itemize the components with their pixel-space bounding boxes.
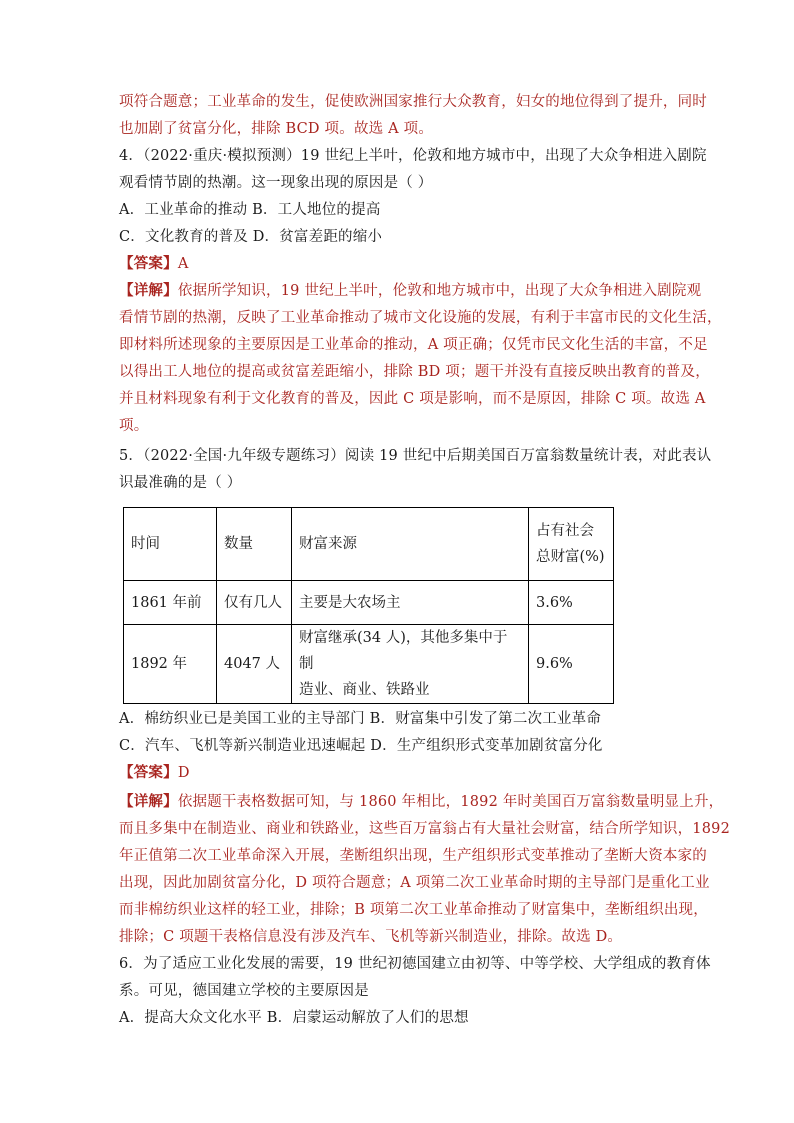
detail-text: 排除；C 项题干表格信息没有涉及汽车、飞机等新兴制造业，排除。故选 D。 — [119, 929, 623, 945]
question-6-options: A．提高大众文化水平 B．启蒙运动解放了人们的思想 — [119, 1010, 469, 1026]
table-header-row — [124, 508, 614, 581]
question-4-stem: 观看情节剧的热潮。这一现象出现的原因是（ ） — [119, 175, 433, 191]
question-4-stem: 4．（2022·重庆·模拟预测）19 世纪上半叶，伦敦和地方城市中，出现了大众争相进入剧院 — [119, 148, 707, 164]
question-4-options: C．文化教育的普及 D．贫富差距的缩小 — [119, 229, 383, 245]
detail-text: 看情节剧的热潮，反映了工业革命推动了城市文化设施的发展，有利于丰富市民的文化生活， — [119, 310, 722, 326]
detail-text: 以得出工人地位的提高或贫富差距缩小，排除 BD 项；题干并没有直接反映出教育的普及， — [119, 364, 710, 380]
table-cell: 1861 年前 — [124, 581, 217, 625]
table-header-cell — [529, 508, 614, 581]
table-header-cell: 数量 — [217, 508, 292, 581]
header-line: 占有社会 — [536, 523, 594, 539]
question-5-options: A．棉纺织业已是美国工业的主导部门 B．财富集中引发了第二次工业革命 — [119, 711, 602, 727]
answer-tag: 【答案】 — [119, 764, 178, 781]
detail-text: 并且材料现象有利于文化教育的普及，因此 C 项是影响，而不是原因，排除 C 项。故选 A — [119, 391, 706, 407]
detail-text: 年正值第二次工业革命深入开展，垄断组织出现，生产组织形式变革推动了垄断大资本家的 — [119, 848, 707, 864]
table-cell — [292, 625, 529, 704]
detail-text: 即材料所述现象的主要原因是工业革命的推动，A 项正确；仅凭市民文化生活的丰富，不足 — [119, 337, 708, 353]
table-cell: 3.6% — [529, 581, 614, 625]
table-cell: 主要是大农场主 — [292, 581, 529, 625]
question-5-detail — [119, 792, 723, 812]
millionaire-statistics-table — [123, 507, 614, 704]
question-4-detail — [119, 281, 701, 301]
detail-text: 而非棉纺织业这样的轻工业，排除；B 项第二次工业革命推动了财富集中，垄断组织出现， — [119, 902, 708, 918]
answer-value: D — [177, 765, 190, 781]
question-6-stem: 6．为了适应工业化发展的需要，19 世纪初德国建立由初等、中等学校、大学组成的教育体 — [119, 956, 711, 972]
table-cell: 9.6% — [529, 625, 614, 704]
detail-text: 依据题干表格数据可知，与 1860 年相比，1892 年时美国百万富翁数量明显上升， — [177, 794, 724, 810]
detail-tag: 【详解】 — [119, 282, 178, 299]
question-4-answer — [119, 254, 188, 274]
cell-line: 造业、商业、铁路业 — [299, 682, 430, 698]
header-line: 总财富(%) — [536, 549, 605, 565]
cell-line: 财富继承(34 人)，其他多集中于制 — [299, 630, 508, 672]
table-header-cell: 财富来源 — [292, 508, 529, 581]
table-row — [124, 625, 614, 704]
question-5-options: C．汽车、飞机等新兴制造业迅速崛起 D．生产组织形式变革加剧贫富分化 — [119, 738, 603, 754]
text-line: 项符合题意；工业革命的发生，促使欧洲国家推行大众教育，妇女的地位得到了提升，同时 — [119, 94, 707, 110]
detail-text: 出现，因此加剧贫富分化，D 项符合题意；A 项第二次工业革命时期的主导部门是重化工业 — [119, 875, 710, 891]
question-5-stem: 5．（2022·全国·九年级专题练习）阅读 19 世纪中后期美国百万富翁数量统计表，对此表认 — [119, 448, 712, 464]
detail-tag: 【详解】 — [119, 793, 178, 810]
table-row — [124, 581, 614, 625]
detail-text: 而且多集中在制造业、商业和铁路业，这些百万富翁占有大量社会财富，结合所学知识，1892 — [119, 821, 730, 837]
table-cell: 仅有几人 — [217, 581, 292, 625]
table-header-cell: 时间 — [124, 508, 217, 581]
table-cell: 4047 人 — [217, 625, 292, 704]
detail-text: 项。 — [119, 418, 149, 434]
answer-value: A — [177, 256, 189, 272]
table-cell: 1892 年 — [124, 625, 217, 704]
question-5-answer — [119, 763, 190, 783]
detail-text: 依据所学知识，19 世纪上半叶，伦敦和地方城市中，出现了大众争相进入剧院观 — [177, 283, 702, 299]
question-4-options: A．工业革命的推动 B．工人地位的提高 — [119, 202, 381, 218]
answer-tag: 【答案】 — [119, 255, 178, 272]
question-6-stem: 系。可见，德国建立学校的主要原因是 — [119, 983, 369, 999]
question-5-stem: 识最准确的是（ ） — [119, 475, 242, 491]
text-line: 也加剧了贫富分化，排除 BCD 项。故选 A 项。 — [119, 121, 434, 137]
